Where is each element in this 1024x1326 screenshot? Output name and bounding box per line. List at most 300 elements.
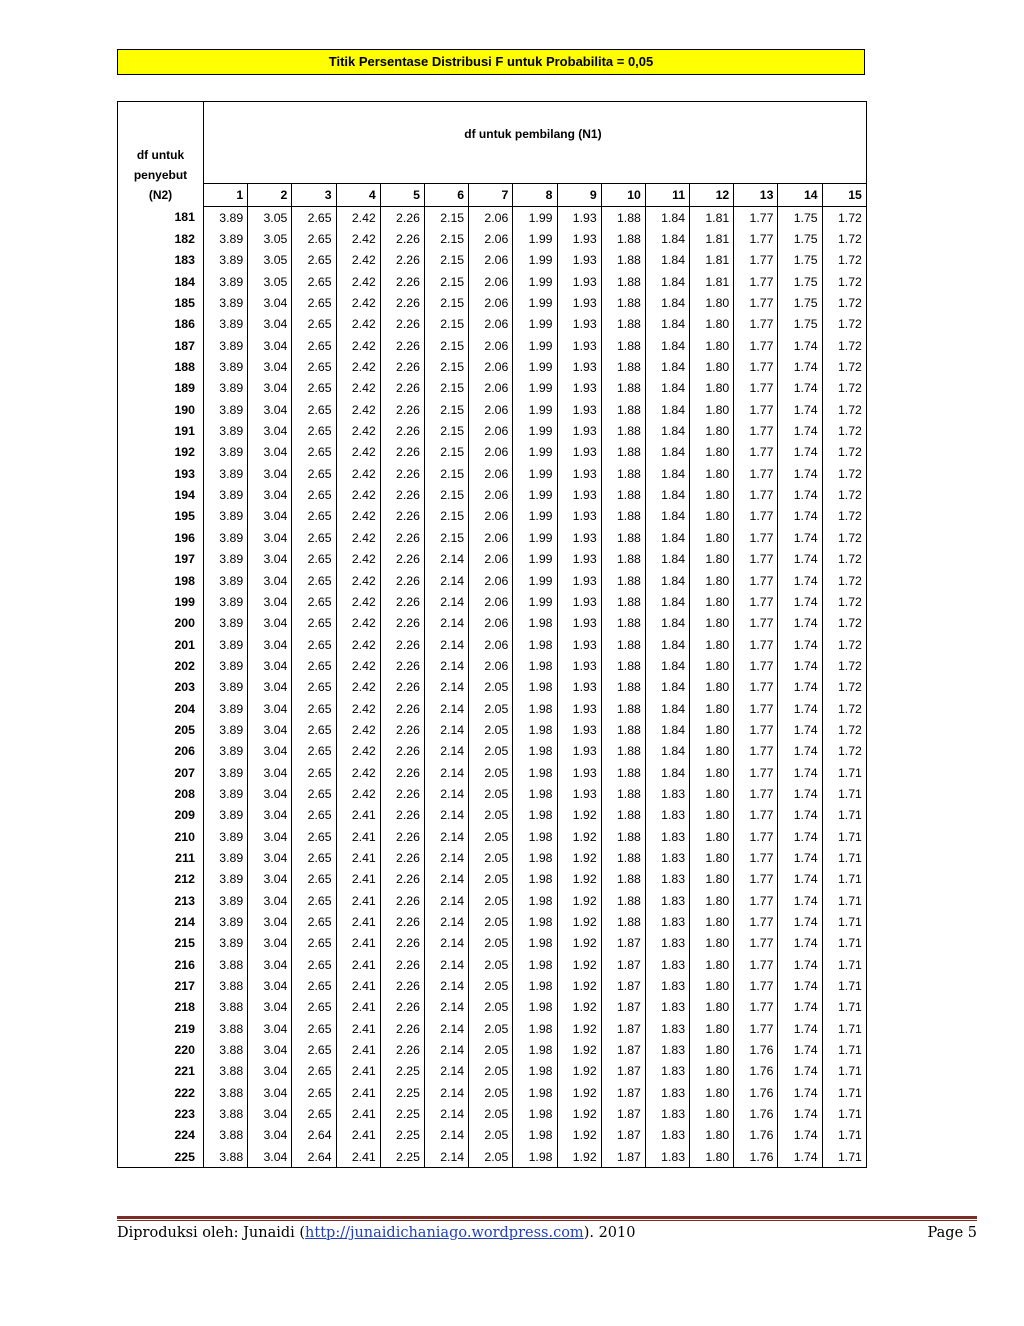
table-cell: 3.89: [204, 570, 248, 591]
table-cell: 1.84: [645, 335, 689, 356]
table-cell: 2.65: [292, 484, 336, 505]
table-row: [118, 613, 867, 634]
table-cell: 1.87: [601, 1146, 645, 1168]
table-cell: 1.98: [513, 933, 557, 954]
table-cell: 2.26: [380, 975, 424, 996]
table-cell: 1.72: [822, 463, 866, 484]
table-cell: 2.26: [380, 890, 424, 911]
table-cell: 2.15: [424, 250, 468, 271]
table-cell: 1.83: [645, 911, 689, 932]
table-cell: 1.98: [513, 783, 557, 804]
table-cell: 1.84: [645, 442, 689, 463]
row-label-n2: 182: [118, 228, 204, 249]
table-cell: 1.74: [778, 335, 822, 356]
table-cell: 3.04: [248, 378, 292, 399]
table-cell: 1.87: [601, 997, 645, 1018]
table-cell: 2.06: [469, 271, 513, 292]
table-cell: 1.99: [513, 228, 557, 249]
table-cell: 3.89: [204, 613, 248, 634]
footer-link[interactable]: http://junaidichaniago.wordpress.com: [305, 1225, 584, 1241]
table-cell: 1.72: [822, 399, 866, 420]
table-cell: 3.89: [204, 228, 248, 249]
table-cell: 3.04: [248, 399, 292, 420]
table-cell: 1.77: [734, 719, 778, 740]
table-cell: 2.42: [336, 698, 380, 719]
table-row: [118, 250, 867, 271]
table-cell: 2.25: [380, 1061, 424, 1082]
table-cell: 1.71: [822, 911, 866, 932]
table-cell: 3.89: [204, 655, 248, 676]
table-cell: 1.71: [822, 1061, 866, 1082]
row-label-n2: 212: [118, 869, 204, 890]
table-cell: 3.05: [248, 207, 292, 229]
table-cell: 2.42: [336, 207, 380, 229]
table-cell: 3.88: [204, 1018, 248, 1039]
row-label-n2: 183: [118, 250, 204, 271]
table-cell: 2.65: [292, 378, 336, 399]
table-cell: 3.89: [204, 847, 248, 868]
row-label-n2: 203: [118, 677, 204, 698]
table-cell: 2.15: [424, 378, 468, 399]
table-cell: 1.81: [690, 207, 734, 229]
table-cell: 2.41: [336, 1082, 380, 1103]
table-cell: 3.89: [204, 677, 248, 698]
table-cell: 1.83: [645, 1039, 689, 1060]
table-cell: 1.77: [734, 997, 778, 1018]
table-cell: 1.72: [822, 292, 866, 313]
table-cell: 1.77: [734, 420, 778, 441]
table-cell: 2.26: [380, 869, 424, 890]
table-cell: 2.41: [336, 997, 380, 1018]
table-cell: 1.77: [734, 484, 778, 505]
table-cell: 2.42: [336, 634, 380, 655]
table-cell: 1.84: [645, 527, 689, 548]
table-cell: 1.98: [513, 719, 557, 740]
table-cell: 2.14: [424, 975, 468, 996]
table-cell: 1.74: [778, 826, 822, 847]
column-header-14: 14: [778, 184, 822, 207]
table-row: [118, 783, 867, 804]
table-cell: 1.84: [645, 420, 689, 441]
table-cell: 1.72: [822, 207, 866, 229]
table-cell: 1.87: [601, 1018, 645, 1039]
table-cell: 2.15: [424, 271, 468, 292]
table-cell: 1.83: [645, 869, 689, 890]
table-cell: 1.74: [778, 506, 822, 527]
table-cell: 1.87: [601, 1082, 645, 1103]
table-cell: 1.93: [557, 399, 601, 420]
table-cell: 3.04: [248, 420, 292, 441]
table-cell: 3.04: [248, 677, 292, 698]
table-cell: 3.88: [204, 954, 248, 975]
table-cell: 3.88: [204, 1039, 248, 1060]
table-cell: 2.06: [469, 378, 513, 399]
table-cell: 2.41: [336, 933, 380, 954]
table-cell: 2.26: [380, 271, 424, 292]
table-cell: 1.92: [557, 954, 601, 975]
table-cell: 2.42: [336, 399, 380, 420]
footer-prefix: Diproduksi oleh: Junaidi (: [117, 1225, 306, 1241]
table-cell: 3.04: [248, 762, 292, 783]
table-cell: 2.06: [469, 292, 513, 313]
table-row: [118, 1082, 867, 1103]
table-cell: 1.84: [645, 378, 689, 399]
row-label-n2: 206: [118, 741, 204, 762]
table-cell: 1.93: [557, 484, 601, 505]
table-cell: 2.41: [336, 847, 380, 868]
table-cell: 1.77: [734, 677, 778, 698]
table-cell: 1.93: [557, 613, 601, 634]
table-cell: 2.05: [469, 1103, 513, 1124]
table-cell: 2.15: [424, 228, 468, 249]
table-cell: 1.75: [778, 207, 822, 229]
table-cell: 2.26: [380, 655, 424, 676]
table-cell: 3.04: [248, 911, 292, 932]
table-cell: 2.41: [336, 911, 380, 932]
table-cell: 2.05: [469, 997, 513, 1018]
table-cell: 1.83: [645, 997, 689, 1018]
table-cell: 3.89: [204, 484, 248, 505]
table-cell: 3.04: [248, 655, 292, 676]
table-cell: 1.99: [513, 378, 557, 399]
table-cell: 1.88: [601, 271, 645, 292]
table-cell: 2.41: [336, 890, 380, 911]
table-cell: 1.80: [690, 677, 734, 698]
table-cell: 1.93: [557, 677, 601, 698]
table-cell: 3.04: [248, 805, 292, 826]
table-cell: 3.04: [248, 719, 292, 740]
row-label-n2: 184: [118, 271, 204, 292]
row-label-n2: 188: [118, 356, 204, 377]
table-cell: 1.80: [690, 1103, 734, 1124]
table-row: [118, 719, 867, 740]
table-cell: 3.89: [204, 741, 248, 762]
table-cell: 1.93: [557, 762, 601, 783]
table-cell: 2.65: [292, 911, 336, 932]
table-cell: 1.99: [513, 356, 557, 377]
table-cell: 2.06: [469, 335, 513, 356]
table-cell: 1.77: [734, 869, 778, 890]
table-cell: 1.77: [734, 207, 778, 229]
table-cell: 1.77: [734, 591, 778, 612]
row-label-n2: 221: [118, 1061, 204, 1082]
table-cell: 1.75: [778, 271, 822, 292]
table-cell: 3.88: [204, 1103, 248, 1124]
table-cell: 1.80: [690, 1039, 734, 1060]
table-cell: 1.99: [513, 549, 557, 570]
table-cell: 2.26: [380, 527, 424, 548]
table-cell: 2.05: [469, 805, 513, 826]
table-cell: 2.26: [380, 1018, 424, 1039]
table-cell: 2.15: [424, 207, 468, 229]
table-cell: 2.15: [424, 420, 468, 441]
table-cell: 3.89: [204, 698, 248, 719]
table-cell: 1.92: [557, 826, 601, 847]
table-cell: 2.05: [469, 1082, 513, 1103]
table-cell: 1.99: [513, 506, 557, 527]
table-cell: 1.71: [822, 826, 866, 847]
table-cell: 1.74: [778, 1061, 822, 1082]
table-cell: 3.04: [248, 698, 292, 719]
table-cell: 1.77: [734, 228, 778, 249]
table-cell: 1.99: [513, 484, 557, 505]
row-label-n2: 209: [118, 805, 204, 826]
table-cell: 2.26: [380, 250, 424, 271]
table-cell: 1.83: [645, 954, 689, 975]
table-row: [118, 933, 867, 954]
table-cell: 1.84: [645, 719, 689, 740]
table-cell: 2.14: [424, 1146, 468, 1168]
row-label-n2: 214: [118, 911, 204, 932]
table-cell: 2.42: [336, 549, 380, 570]
table-cell: 2.65: [292, 506, 336, 527]
table-cell: 1.93: [557, 655, 601, 676]
table-cell: 1.93: [557, 698, 601, 719]
table-cell: 2.26: [380, 741, 424, 762]
column-header-6: 6: [424, 184, 468, 207]
table-cell: 2.05: [469, 1061, 513, 1082]
table-cell: 1.93: [557, 570, 601, 591]
table-cell: 2.15: [424, 356, 468, 377]
row-header-line-1: df untuk: [136, 147, 185, 162]
table-cell: 2.26: [380, 698, 424, 719]
table-cell: 3.89: [204, 356, 248, 377]
table-cell: 2.14: [424, 1103, 468, 1124]
table-cell: 3.04: [248, 933, 292, 954]
table-cell: 3.04: [248, 356, 292, 377]
table-cell: 2.65: [292, 271, 336, 292]
table-cell: 2.64: [292, 1125, 336, 1146]
column-header-15: 15: [822, 184, 866, 207]
table-cell: 1.72: [822, 677, 866, 698]
table-cell: 1.77: [734, 847, 778, 868]
row-label-n2: 211: [118, 847, 204, 868]
table-cell: 3.89: [204, 762, 248, 783]
table-cell: 3.04: [248, 741, 292, 762]
table-cell: 1.80: [690, 399, 734, 420]
table-row: [118, 997, 867, 1018]
row-label-n2: 193: [118, 463, 204, 484]
table-cell: 2.15: [424, 399, 468, 420]
table-cell: 1.72: [822, 378, 866, 399]
table-cell: 1.71: [822, 869, 866, 890]
table-cell: 1.88: [601, 634, 645, 655]
table-title: Titik Persentase Distribusi F untuk Probabilita = 0,05: [117, 49, 865, 75]
table-cell: 1.88: [601, 442, 645, 463]
footer-rule-thin: [117, 1220, 977, 1221]
table-cell: 1.93: [557, 292, 601, 313]
table-cell: 3.88: [204, 975, 248, 996]
table-cell: 2.65: [292, 207, 336, 229]
table-cell: 3.89: [204, 420, 248, 441]
table-cell: 1.80: [690, 847, 734, 868]
table-cell: 1.99: [513, 591, 557, 612]
table-cell: 1.80: [690, 719, 734, 740]
table-cell: 2.65: [292, 805, 336, 826]
table-cell: 1.98: [513, 698, 557, 719]
table-row: [118, 1061, 867, 1082]
table-cell: 1.99: [513, 292, 557, 313]
table-cell: 2.06: [469, 655, 513, 676]
table-row: [118, 314, 867, 335]
table-cell: 2.26: [380, 463, 424, 484]
table-cell: 3.04: [248, 442, 292, 463]
table-row: [118, 1018, 867, 1039]
table-cell: 2.06: [469, 570, 513, 591]
table-cell: 2.15: [424, 484, 468, 505]
column-number-header: [118, 184, 867, 207]
table-cell: 2.41: [336, 826, 380, 847]
table-cell: 1.87: [601, 1103, 645, 1124]
table-cell: 1.72: [822, 634, 866, 655]
table-cell: 1.74: [778, 741, 822, 762]
table-cell: 1.72: [822, 506, 866, 527]
table-cell: 2.26: [380, 613, 424, 634]
table-cell: 3.88: [204, 1125, 248, 1146]
table-cell: 1.72: [822, 356, 866, 377]
table-cell: 2.65: [292, 527, 336, 548]
table-cell: 3.05: [248, 271, 292, 292]
table-cell: 1.74: [778, 762, 822, 783]
table-cell: 2.26: [380, 207, 424, 229]
table-cell: 1.74: [778, 1125, 822, 1146]
table-cell: 1.98: [513, 1103, 557, 1124]
table-cell: 2.05: [469, 869, 513, 890]
table-cell: 1.74: [778, 378, 822, 399]
table-cell: 2.65: [292, 783, 336, 804]
table-cell: 1.76: [734, 1103, 778, 1124]
table-cell: 2.65: [292, 869, 336, 890]
table-cell: 1.74: [778, 719, 822, 740]
table-cell: 2.06: [469, 463, 513, 484]
column-header-2: 2: [248, 184, 292, 207]
table-cell: 1.88: [601, 570, 645, 591]
table-cell: 1.92: [557, 1125, 601, 1146]
table-cell: 1.93: [557, 549, 601, 570]
table-cell: 1.92: [557, 1061, 601, 1082]
table-cell: 1.71: [822, 954, 866, 975]
table-cell: 3.89: [204, 911, 248, 932]
table-cell: 1.93: [557, 420, 601, 441]
table-cell: 1.77: [734, 911, 778, 932]
table-cell: 1.77: [734, 378, 778, 399]
table-cell: 2.41: [336, 975, 380, 996]
table-cell: 1.88: [601, 911, 645, 932]
table-cell: 1.74: [778, 1018, 822, 1039]
table-cell: 2.65: [292, 1039, 336, 1060]
table-cell: 2.05: [469, 698, 513, 719]
row-label-n2: 225: [118, 1146, 204, 1168]
table-cell: 2.14: [424, 1082, 468, 1103]
table-cell: 1.77: [734, 570, 778, 591]
table-cell: 2.14: [424, 677, 468, 698]
table-cell: 1.81: [690, 250, 734, 271]
table-cell: 1.98: [513, 741, 557, 762]
table-cell: 3.04: [248, 634, 292, 655]
table-cell: 1.74: [778, 997, 822, 1018]
table-cell: 1.74: [778, 975, 822, 996]
table-cell: 3.88: [204, 1082, 248, 1103]
table-cell: 1.98: [513, 677, 557, 698]
row-label-n2: 198: [118, 570, 204, 591]
table-cell: 2.14: [424, 741, 468, 762]
table-row: [118, 271, 867, 292]
table-cell: 2.42: [336, 677, 380, 698]
table-cell: 2.65: [292, 570, 336, 591]
table-cell: 2.14: [424, 869, 468, 890]
table-cell: 1.98: [513, 762, 557, 783]
table-cell: 1.72: [822, 335, 866, 356]
table-cell: 1.71: [822, 805, 866, 826]
table-cell: 2.41: [336, 1039, 380, 1060]
table-cell: 2.42: [336, 762, 380, 783]
table-cell: 1.88: [601, 335, 645, 356]
table-cell: 2.42: [336, 570, 380, 591]
table-cell: 3.04: [248, 1125, 292, 1146]
table-cell: 1.74: [778, 1082, 822, 1103]
table-cell: 2.26: [380, 292, 424, 313]
table-cell: 1.83: [645, 1082, 689, 1103]
table-cell: 3.04: [248, 335, 292, 356]
table-cell: 3.04: [248, 1039, 292, 1060]
row-label-n2: 213: [118, 890, 204, 911]
table-cell: 2.26: [380, 1039, 424, 1060]
table-body: [118, 207, 867, 1168]
table-cell: 2.26: [380, 911, 424, 932]
table-cell: 3.04: [248, 292, 292, 313]
table-cell: 1.93: [557, 314, 601, 335]
table-cell: 1.74: [778, 463, 822, 484]
table-cell: 1.74: [778, 549, 822, 570]
table-cell: 1.83: [645, 933, 689, 954]
table-cell: 1.92: [557, 975, 601, 996]
table-cell: 1.72: [822, 250, 866, 271]
table-row: [118, 911, 867, 932]
table-cell: 2.41: [336, 805, 380, 826]
table-cell: 1.76: [734, 1082, 778, 1103]
row-label-n2: 190: [118, 399, 204, 420]
table-cell: 2.05: [469, 762, 513, 783]
table-cell: 3.04: [248, 549, 292, 570]
table-cell: 1.98: [513, 1061, 557, 1082]
column-header-9: 9: [557, 184, 601, 207]
table-cell: 1.77: [734, 271, 778, 292]
table-cell: 1.98: [513, 911, 557, 932]
table-cell: 3.89: [204, 890, 248, 911]
column-header-1: 1: [204, 184, 248, 207]
table-cell: 1.84: [645, 399, 689, 420]
table-cell: 1.93: [557, 335, 601, 356]
table-cell: 1.83: [645, 890, 689, 911]
table-cell: 2.26: [380, 762, 424, 783]
table-cell: 1.83: [645, 826, 689, 847]
table-cell: 2.65: [292, 954, 336, 975]
table-cell: 1.80: [690, 570, 734, 591]
table-cell: 1.74: [778, 591, 822, 612]
table-cell: 1.80: [690, 634, 734, 655]
table-row: [118, 975, 867, 996]
table-cell: 2.41: [336, 1018, 380, 1039]
table-cell: 1.84: [645, 570, 689, 591]
table-cell: 1.84: [645, 591, 689, 612]
table-cell: 1.92: [557, 1018, 601, 1039]
table-cell: 3.89: [204, 207, 248, 229]
row-label-n2: 199: [118, 591, 204, 612]
table-cell: 2.42: [336, 228, 380, 249]
table-cell: 1.74: [778, 677, 822, 698]
table-cell: 1.99: [513, 207, 557, 229]
row-label-n2: 207: [118, 762, 204, 783]
